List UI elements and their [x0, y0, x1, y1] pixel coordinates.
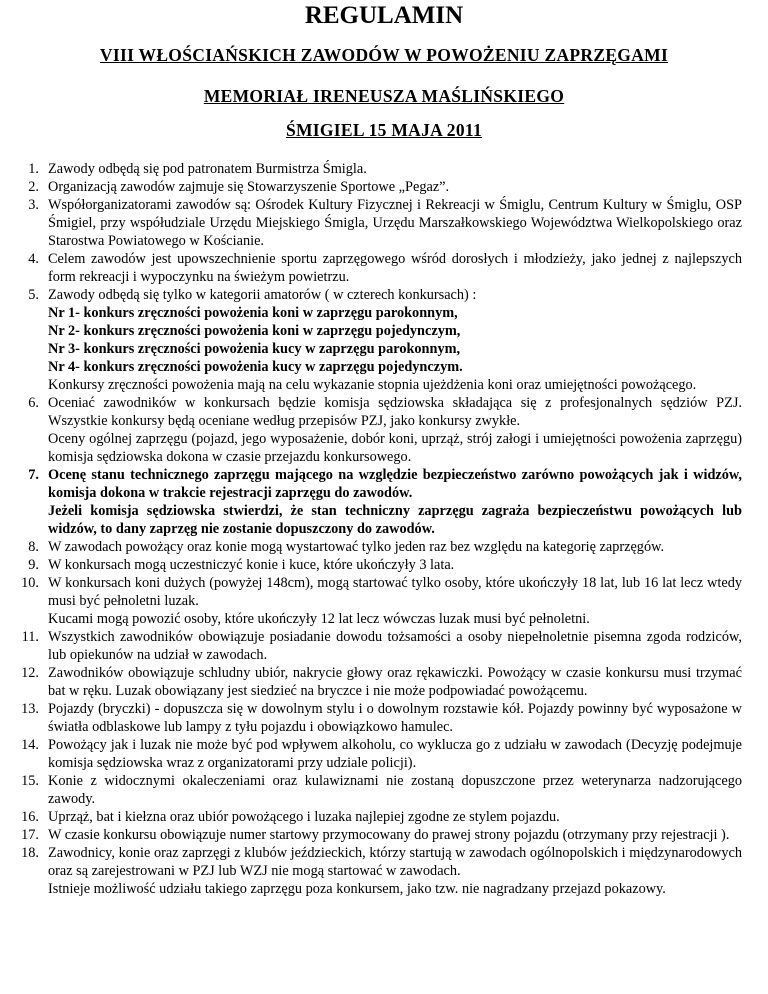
- date-heading: ŚMIGIEL 15 MAJA 2011: [285, 120, 483, 140]
- item-text: W konkursach mogą uczestniczyć konie i kuce, które ukończyły 3 lata.: [48, 557, 455, 573]
- item-text: Organizacją zawodów zajmuje się Stowarzyszenie Sportowe „Pegaz”.: [48, 179, 450, 195]
- item-number: 17.: [21, 827, 39, 843]
- item-number: 11.: [21, 629, 39, 645]
- document-subtitle: VIII WŁOŚCIAŃSKICH ZAWODÓW W POWOŻENIU ZAPRZĘGAMI: [99, 45, 669, 65]
- item-text: Współorganizatorami zawodów są: Ośrodek Kultury Fizycznej i Rekreacji w Śmiglu, Centrum Kultury w Śmiglu, OSP Śmigiel, przy współudziale Urzędu Miejskiego Śmigla, Urzędu Marszałkowskiego Województwa Wielkopolskiego oraz Starostwa Powiatowego w Kościanie.: [48, 197, 742, 249]
- regulation-item: [0, 556, 768, 574]
- item-number: 7.: [28, 467, 39, 483]
- competition-line: Nr 2- konkurs zręczności powożenia koni w zaprzęgu pojedynczym,: [48, 323, 461, 339]
- item-number: 5.: [28, 287, 39, 303]
- item-number: 3.: [28, 197, 39, 213]
- competition-line: Nr 4- konkurs zręczności powożenia kucy w zaprzęgu pojedynczym.: [48, 359, 463, 375]
- item-text: W zawodach powożący oraz konie mogą wystartować tylko jeden raz bez względu na kategorię zaprzęgów.: [48, 539, 665, 555]
- item-number: 6.: [28, 395, 39, 411]
- item-number: 16.: [21, 809, 39, 825]
- regulation-item: [0, 808, 768, 826]
- item-number: 18.: [21, 845, 39, 861]
- item-text: Ocenę stanu technicznego zaprzęgu mającego na względzie bezpieczeństwo zarówno powożących jak i widzów, komisja dokona w trakcie rejestracji zaprzęgu do zawodów.: [48, 467, 742, 501]
- memorial-heading: MEMORIAŁ IRENEUSZA MAŚLIŃSKIEGO: [203, 86, 565, 106]
- regulation-item: [0, 664, 768, 700]
- regulation-item: [0, 628, 768, 664]
- document-title: REGULAMIN: [304, 2, 464, 29]
- item-number: 1.: [28, 161, 39, 177]
- regulation-item: [0, 538, 768, 556]
- item-text: Zawodnicy, konie oraz zaprzęgi z klubów jeździeckich, którzy startują w zawodach ogólnopolskich i międzynarodowych oraz są zarejestrowani w PZJ lub WZJ nie mogą startować w zawodach.: [48, 845, 742, 879]
- item-text: Jeżeli komisja sędziowska stwierdzi, że stan techniczny zaprzęgu zagraża bezpieczeństwu powożących lub widzów, to dany zaprzęg nie zostanie dopuszczony do zawodów.: [48, 503, 742, 537]
- item-text: Pojazdy (bryczki) - dopuszcza się w dowolnym stylu i o dowolnym rozstawie kół. Pojazdy powinny być wyposażone w światła odblaskowe lub lampy z tyłu pojazdu i obowiązkowo hamulec.: [48, 701, 742, 735]
- item-number: 13.: [21, 701, 39, 717]
- regulation-item: [0, 826, 768, 844]
- item-text: Zawody odbędą się pod patronatem Burmistrza Śmigla.: [48, 161, 367, 177]
- item-number: 10.: [21, 575, 39, 591]
- item-text: Wszystkich zawodników obowiązuje posiadanie dowodu tożsamości a osoby niepełnoletnie pisemna zgoda rodziców, lub opiekunów na udział w zawodach.: [48, 629, 742, 663]
- item-number: 2.: [28, 179, 39, 195]
- regulation-item: [0, 394, 768, 466]
- item-text: Konie z widocznymi okaleczeniami oraz kulawiznami nie zostaną dopuszczone przez weterynarza nadzorującego zawody.: [48, 773, 742, 807]
- item-text: Zawody odbędą się tylko w kategorii amatorów ( w czterech konkursach) :: [48, 287, 477, 303]
- item-text: Oceny ogólnej zaprzęgu (pojazd, jego wyposażenie, dobór koni, uprząż, strój załogi i umiejętności powożenia zaprzęgu) komisja sędziowska dokona w czasie przejazdu konkursowego.: [48, 431, 742, 465]
- regulation-item: [0, 700, 768, 736]
- regulation-item: [0, 736, 768, 772]
- regulation-item: [0, 844, 768, 898]
- competition-line: Nr 3- konkurs zręczności powożenia kucy w zaprzęgu parokonnym,: [48, 341, 461, 357]
- regulation-item: [0, 574, 768, 628]
- regulation-item: [0, 250, 768, 286]
- item-text: Kucami mogą powozić osoby, które ukończyły 12 lat lecz wówczas luzak musi być pełnoletni.: [48, 611, 590, 627]
- item-number: 14.: [21, 737, 39, 753]
- item-text: W czasie konkursu obowiązuje numer startowy przymocowany do prawej strony pojazdu (otrzymany przy rejestracji ).: [48, 827, 730, 843]
- item-text: Celem zawodów jest upowszechnienie sportu zaprzęgowego wśród dorosłych i młodzieży, jako jednej z najlepszych form rekreacji i wypoczynku na świeżym powietrzu.: [48, 251, 742, 285]
- item-text: Oceniać zawodników w konkursach będzie komisja sędziowska składająca się z profesjonalnych sędziów PZJ. Wszystkie konkursy będą oceniane według przepisów PZJ, jako konkursy zwykłe.: [48, 395, 742, 429]
- item-number: 9.: [28, 557, 39, 573]
- regulation-list: [0, 160, 768, 898]
- competition-line: Nr 1- konkurs zręczności powożenia koni w zaprzęgu parokonnym,: [48, 305, 458, 321]
- regulation-item: [0, 772, 768, 808]
- item-text: Powożący jak i luzak nie może być pod wpływem alkoholu, co wyklucza go z udziału w zawodach (Decyzję podejmuje komisja sędziowska wraz z organizatorami przy udziale policji).: [48, 737, 742, 771]
- item-number: 15.: [21, 773, 39, 789]
- item-text: W konkursach koni dużych (powyżej 148cm), mogą startować tylko osoby, które ukończyły 18 lat, lub 16 lat lecz wtedy musi być pełnoletni luzak.: [48, 575, 742, 609]
- regulation-item: [0, 466, 768, 538]
- regulation-item: [0, 178, 768, 196]
- item-text: Istnieje możliwość udziału takiego zaprzęgu poza konkursem, jako tzw. nie nagradzany przejazd pokazowy.: [48, 881, 666, 897]
- regulation-item: [0, 196, 768, 250]
- regulation-item: [0, 286, 768, 394]
- item-number: 12.: [21, 665, 39, 681]
- item-number: 8.: [28, 539, 39, 555]
- item-number: 4.: [28, 251, 39, 267]
- item-text: Uprząż, bat i kiełzna oraz ubiór powożącego i luzaka najlepiej zgodne ze stylem pojazdu.: [48, 809, 560, 825]
- item-text: Zawodników obowiązuje schludny ubiór, nakrycie głowy oraz rękawiczki. Powożący w czasie konkursu musi trzymać bat w ręku. Luzak obowiązany jest siedzieć na bryczce i nie może podpowiadać powożącemu.: [48, 665, 742, 699]
- regulation-item: [0, 160, 768, 178]
- item-text: Konkursy zręczności powożenia mają na celu wykazanie stopnia ujeżdżenia koni oraz umiejętności powożącego.: [48, 377, 697, 393]
